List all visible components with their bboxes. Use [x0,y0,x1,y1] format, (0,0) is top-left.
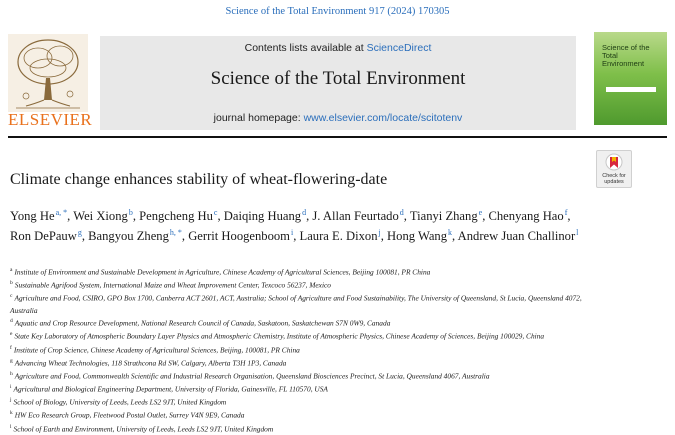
affiliation-item [10,408,610,421]
affiliation-item [10,395,610,408]
affiliation-item [10,343,610,356]
affiliation-marker: f [10,344,12,351]
affiliation-text: School of Earth and Environment, University of Leeds, Leeds LS2 9JT, United Kingdom [13,424,274,434]
elsevier-logo[interactable] [8,34,93,130]
author-name[interactable]: Chenyang Hao [488,209,564,224]
affiliation-text: Institute of Environment and Sustainable Development in Agriculture, Chinese Academy of Agricultural Sciences, Beijing 100081, PR China [14,267,431,277]
affiliation-text: Agriculture and Food, CSIRO, GPO Box 1700, Canberra ACT 2601, ACT, Australia; School of Agriculture and Food Sustainability, The University of Queensland, St Lucia, Queensland 4072, Australia [10,293,582,315]
author-name[interactable]: J. Allan Feurtado [312,209,399,224]
affiliation-text: Sustainable Agrifood System, International Maize and Wheat Improvement Center, Texcoco 56237, Mexico [14,280,331,290]
contents-line [100,42,576,54]
affiliation-item [10,291,610,316]
affiliation-text: Aquatic and Crop Resource Development, National Research Council of Canada, Saskatoon, Saskatchewan S7N 0W9, Canada [14,318,391,328]
affiliation-marker: d [10,318,13,325]
author-affiliation-marker[interactable]: e [478,208,483,217]
homepage-prefix: journal homepage: [213,112,304,124]
author-name[interactable]: Yong He [10,209,55,224]
contents-prefix: Contents lists available at [244,42,367,54]
affiliation-marker: a [10,267,13,273]
journal-banner [100,36,576,130]
check-for-updates-button[interactable] [596,150,632,188]
author-list: Yong $He^{a, *}$, Wei Xiong$^b$, Pengcheng Hu$^c$, Daiqing Huang$^d$, J. Allan Feurtado$^d$, Tianyi Zhang$^e$, Chenyang Hao$^f$, Ron DePauw$^g$, Bangyou Zheng$^{h, *}$, Gerrit Hoogenboom$^i$, Laura E. Dixon$^j$, Hong Wang$^k$, Andrew Juan Challinor$^l$ [10,208,579,244]
author-affiliation-marker[interactable]: k [448,227,453,237]
sciencedirect-link[interactable]: ScienceDirect [366,42,432,54]
header-divider [8,136,667,138]
author-affiliation-marker[interactable]: i [290,227,294,237]
check-for-updates-label: Check for updates [602,173,626,185]
author-affiliation-marker[interactable]: f [564,208,568,217]
elsevier-wordmark: ELSEVIER [8,110,93,129]
affiliation-marker: b [10,280,13,287]
author-name[interactable]: Ron DePauw [10,229,77,244]
author-affiliation-marker[interactable]: d [302,208,307,217]
author-name[interactable]: Andrew Juan Challinor [457,229,576,244]
author-name[interactable]: Bangyou Zheng [88,229,169,244]
author-affiliation-marker[interactable]: h, * [169,227,182,237]
affiliation-marker: h [10,370,13,377]
cover-strip [606,87,656,92]
affiliation-text: Advancing Wheat Technologies, 118 Strathcona Rd SW, Calgary, Alberta T3H 1P3, Canada [14,358,287,368]
author-name[interactable]: Gerrit Hoogenboom [188,229,290,244]
affiliation-item [10,316,610,329]
author-affiliation-marker[interactable]: g [77,227,82,237]
homepage-line [100,112,576,124]
affiliation-text: State Key Laboratory of Atmospheric Boundary Layer Physics and Atmospheric Chemistry, Institute of Atmospheric Physics, Chinese Academy of Sciences, Beijing 100029, China [14,331,545,341]
author-affiliation-marker[interactable]: l [576,227,579,237]
affiliation-marker: g [10,357,13,364]
author-affiliation-marker[interactable]: b [128,208,133,217]
affiliation-marker: e [10,331,13,338]
affiliation-marker: j [10,397,12,404]
affiliation-text: HW Eco Research Group, Fleetwood Postal Outlet, Surrey V4N 9E9, Canada [14,410,245,420]
article-title: Climate change enhances stability of wheat-flowering-date [10,171,388,188]
crossmark-icon [597,151,631,173]
author-affiliation-marker[interactable]: c [213,208,218,217]
author-name[interactable]: Pengcheng Hu [139,209,213,224]
affiliation-text: School of Biology, University of Leeds, Leeds LS2 9JT, United Kingdom [13,397,227,407]
affiliation-list [10,265,610,435]
affiliation-item [10,278,610,291]
affiliation-marker: i [10,384,12,391]
author-name[interactable]: Hong Wang [387,229,448,244]
author-name[interactable]: Daiqing Huang [223,209,302,224]
elsevier-tree-icon [8,34,88,112]
author-name[interactable]: Tianyi Zhang [409,209,478,224]
journal-homepage-link[interactable]: www.elsevier.com/locate/scitotenv [303,112,463,124]
journal-cover-image[interactable] [594,32,667,125]
author-name[interactable]: Laura E. Dixon [299,229,378,244]
affiliation-item [10,265,610,278]
affiliation-text: Institute of Crop Science, Chinese Academy of Agricultural Sciences, Beijing, 100081, PR China [13,345,300,355]
journal-title: Science of the Total Environment [210,68,466,89]
affiliation-marker: k [10,410,13,417]
affiliation-marker: c [10,293,13,300]
journal-citation[interactable]: Science of the Total Environment 917 (2024) 170305 [225,6,450,17]
affiliation-item [10,356,610,369]
affiliation-item [10,369,610,382]
affiliation-marker: l [10,423,12,430]
affiliation-text: Agricultural and Biological Engineering Department, University of Florida, Gainesville, FL 110570, USA [13,384,328,394]
author-affiliation-marker[interactable]: j [378,227,381,237]
author-affiliation-marker[interactable]: a, * [55,208,68,217]
affiliation-item [10,329,610,342]
author-name[interactable]: Wei Xiong [73,209,128,224]
journal-masthead [8,24,667,136]
author-affiliation-marker[interactable]: d [399,208,404,217]
cover-title: Science of the Total Environment [602,43,650,68]
affiliation-text: Agriculture and Food, Commonwealth Scientific and Industrial Research Organisation, Queensland Biosciences Precinct, St Lucia, Queensland 4067, Australia [14,371,490,381]
affiliation-item [10,422,610,435]
affiliation-item [10,382,610,395]
